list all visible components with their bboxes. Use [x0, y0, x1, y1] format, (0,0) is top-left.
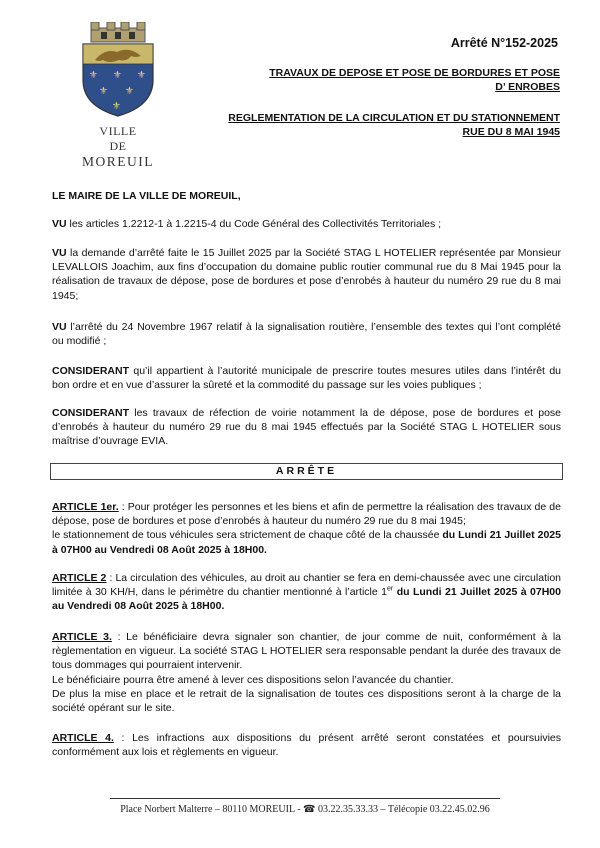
subtitle-line-1: REGLEMENTATION DE LA CIRCULATION ET DU STATIONNEMENT — [228, 112, 560, 124]
svg-text:⚜: ⚜ — [125, 86, 134, 97]
title-line-2: D’ ENROBES — [495, 81, 560, 93]
article-2: ARTICLE 2 : La circulation des véhicules, au droit au chantier se fera en demi-chaussée avec une circulation limitée à 30 KH/H, dans le périmètre du chantier mentionné à l’article 1er du Lundi 21 Juillet 2025 à 07H00 au Vendredi 08 Août 2025 à 18H00. — [52, 572, 561, 613]
vu-paragraph-1: VU les articles 1.2212-1 à 1.2215-4 du Code Général des Collectivités Territoriales ; — [52, 218, 442, 230]
document-subtitle — [200, 111, 560, 139]
town-name-logo — [60, 124, 176, 169]
article-3: ARTICLE 3. : Le bénéficiaire devra signaler son chantier, de jour comme de nuit, conformément à la règlementation en vigueur. La société STAG L HOTELIER sera responsable pendant la durée des travaux de tous dommages qui pourraient intervenir. Le bénéficiaire pourra être amené à lever ces dispositions selon l’avancée du chantier. De plus la mise en place et le retrait de la signalisation de toutes ces dispositions seront à la charge de la société opérant sur le site. — [52, 631, 561, 715]
town-name: MOREUIL — [82, 154, 154, 169]
footer-divider — [110, 798, 500, 799]
article-4: ARTICLE 4. : Les infractions aux dispositions du présent arrêté seront constatées et poursuivies conformément aux lois et règlements en vigueur. — [52, 732, 561, 759]
document-title — [200, 66, 560, 94]
arrete-heading: ARRÊTE — [50, 463, 563, 480]
svg-text:⚜: ⚜ — [137, 70, 146, 81]
de-label: DE — [109, 139, 127, 153]
svg-text:⚜: ⚜ — [99, 86, 108, 97]
svg-text:⚜: ⚜ — [112, 101, 121, 112]
maire-heading: LE MAIRE DE LA VILLE DE MOREUIL, — [52, 190, 241, 202]
subtitle-line-2: RUE DU 8 MAI 1945 — [462, 126, 560, 138]
vu-paragraph-3: VU l’arrêté du 24 Novembre 1967 relatif à la signalisation routière, l’ensemble des textes qui l’ont complété ou modifié ; — [52, 321, 561, 348]
footer-address: Place Norbert Malterre – 80110 MOREUIL - — [120, 804, 304, 815]
footer-phone: 03.22.35.33.33 — [318, 804, 379, 815]
ville-label: VILLE — [99, 124, 137, 138]
vu-paragraph-2: VU la demande d’arrêté faite le 15 Juillet 2025 par la Société STAG L HOTELIER représentée par Monsieur LEVALLOIS Joachim, aux fins d’occupation du domaine public routier communal rue du 8 Mai 1945 pour la réalisation de travaux de dépose, pose de bordures et pose d’enrobés à hauteur du numéro 29 rue du 8 mai 1945; — [52, 247, 561, 302]
considerant-paragraph-1: CONSIDERANT qu’il appartient à l’autorité municipale de prescrire toutes mesures utiles dans l’intérêt du bon ordre et en vue d’assurer la sûreté et la commodité du passage sur les voies publiques ; — [52, 365, 561, 392]
title-line-1: TRAVAUX DE DEPOSE ET POSE DE BORDURES ET POSE — [269, 67, 560, 79]
svg-text:⚜: ⚜ — [89, 70, 98, 81]
footer-fax: – Télécopie 03.22.45.02.96 — [378, 804, 490, 815]
considerant-paragraph-2: CONSIDERANT les travaux de réfection de voirie notamment la de dépose, pose de bordures et pose d’enrobés à hauteur du numéro 29 rue du 8 mai 1945 effectués par la Société STAG L HOTELIER sous maîtrise d’ouvrage EVIA. — [52, 407, 561, 448]
coat-of-arms-icon — [77, 22, 159, 118]
footer — [100, 804, 510, 815]
phone-icon: ☎ — [303, 804, 316, 815]
arrete-number: Arrêté N°152-2025 — [450, 36, 558, 50]
svg-text:⚜: ⚜ — [113, 70, 122, 81]
article-1: ARTICLE 1er. : Pour protéger les personnes et les biens et afin de permettre la réalisation des travaux de de dépose, pose de bordures et pose d’enrobés à hauteur du numéro 29 rue du 8 mai 1945; le stationnement de tous véhicules sera strictement de chaque côté de la chaussée du Lundi 21 Juillet 2025 à 07H00 au Vendredi 08 Août 2025 à 18H00. — [52, 501, 561, 556]
